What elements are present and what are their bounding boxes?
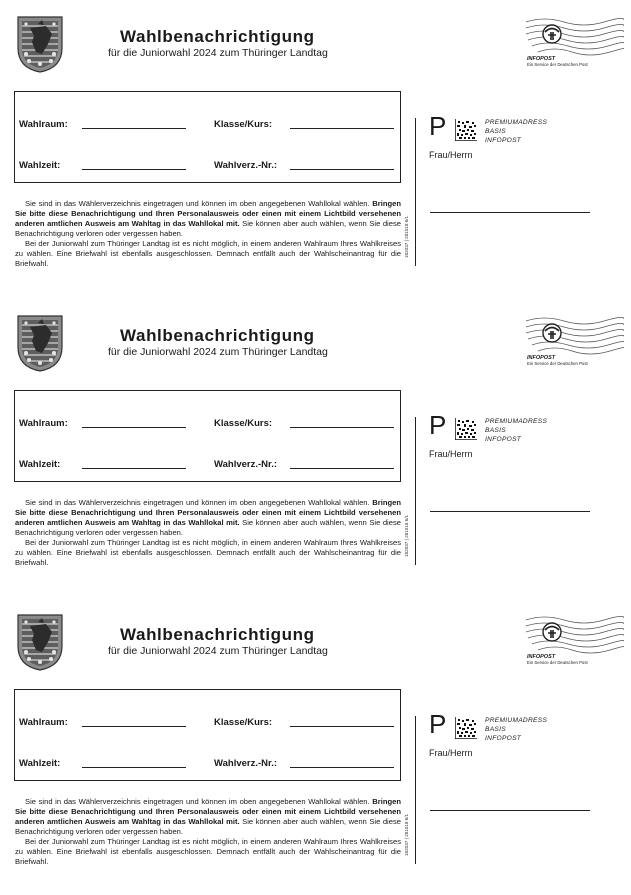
coat-of-arms-icon	[16, 612, 64, 672]
election-notice-card-3	[0, 598, 631, 895]
postage-p: P	[429, 410, 447, 440]
wahlzeit-line[interactable]	[82, 468, 186, 469]
wahlraum-label: Wahlraum:	[19, 717, 68, 728]
klasse-line[interactable]	[290, 726, 394, 727]
card-title: Wahlbenachrichtigung	[120, 27, 315, 46]
datamatrix-icon	[455, 119, 477, 141]
postage-p: P	[429, 709, 447, 739]
wahlraum-label: Wahlraum:	[19, 418, 68, 429]
datamatrix-icon	[455, 418, 477, 440]
wahlraum-label: Wahlraum:	[19, 119, 68, 130]
klasse-line[interactable]	[290, 427, 394, 428]
address-line[interactable]	[430, 810, 590, 811]
postage-info: PREMIUMADRESS BASIS INFOPOST	[485, 418, 548, 443]
card-title: Wahlbenachrichtigung	[120, 326, 315, 345]
salutation: Frau/Herrn	[429, 150, 473, 160]
wahlraum-line[interactable]	[82, 726, 186, 727]
election-notice-card-1	[0, 0, 631, 297]
info-paragraph-1: Sie sind in das Wählerverzeichnis eingetragen und können im oben angegebenen Wahllokal wählen. Bringen Sie bitte diese Benachrichtigung und Ihren Personalausweis oder einen mit einem Lichtbild versehenen anderen amtlichen Ausweis am Wahltag in das Wahllokal mit. Sie können aber auch wählen, wenn Sie diese Benachrichtigung verloren oder vergessen haben.	[15, 199, 401, 238]
wahlzeit-label: Wahlzeit:	[19, 459, 61, 470]
address-line[interactable]	[430, 511, 590, 512]
postage-p: P	[429, 111, 447, 141]
info-paragraph-1: Sie sind in das Wählerverzeichnis eingetragen und können im oben angegebenen Wahllokal wählen. Bringen Sie bitte diese Benachrichtigung und Ihren Personalausweis oder einen mit einem Lichtbild versehenen anderen amtlichen Ausweis am Wahltag in das Wahllokal mit. Sie können aber auch wählen, wenn Sie diese Benachrichtigung verloren oder vergessen haben.	[15, 498, 401, 537]
wahlverz-line[interactable]	[290, 169, 394, 170]
salutation: Frau/Herrn	[429, 748, 473, 758]
address-divider	[415, 716, 416, 864]
post-logo-label: INFOPOST	[527, 355, 556, 361]
klasse-line[interactable]	[290, 128, 394, 129]
datamatrix-icon	[455, 717, 477, 739]
post-logo-sub: Ein Service der Deutschen Post	[527, 361, 588, 366]
address-divider	[415, 118, 416, 266]
card-subtitle: für die Juniorwahl 2024 zum Thüringer Landtag	[108, 47, 328, 59]
coat-of-arms-icon	[16, 14, 64, 74]
wahlverz-label: Wahlverz.-Nr.:	[214, 758, 277, 769]
post-logo-label: INFOPOST	[527, 56, 556, 62]
card-subtitle: für die Juniorwahl 2024 zum Thüringer Landtag	[108, 645, 328, 657]
wahlverz-line[interactable]	[290, 767, 394, 768]
post-logo-label: INFOPOST	[527, 654, 556, 660]
info-paragraph-2: Bei der Juniorwahl zum Thüringer Landtag ist es nicht möglich, in einem anderen Wahlraum Ihres Wahlkreises zu wählen. Eine Briefwahl ist ebenfalls ausgeschlossen. Demnach entfällt auch der Wahlscheinantrag für die Briefwahl.	[15, 837, 401, 866]
card-subtitle: für die Juniorwahl 2024 zum Thüringer Landtag	[108, 346, 328, 358]
info-paragraph-1: Sie sind in das Wählerverzeichnis eingetragen und können im oben angegebenen Wahllokal wählen. Bringen Sie bitte diese Benachrichtigung und Ihren Personalausweis oder einen mit einem Lichtbild versehenen anderen amtlichen Ausweis am Wahltag in das Wahllokal mit. Sie können aber auch wählen, wenn Sie diese Benachrichtigung verloren oder vergessen haben.	[15, 797, 401, 836]
address-divider	[415, 417, 416, 565]
wahlraum-line[interactable]	[82, 128, 186, 129]
wahlverz-label: Wahlverz.-Nr.:	[214, 160, 277, 171]
info-text	[15, 199, 401, 269]
card-title: Wahlbenachrichtigung	[120, 625, 315, 644]
wahlzeit-line[interactable]	[82, 169, 186, 170]
info-paragraph-2: Bei der Juniorwahl zum Thüringer Landtag ist es nicht möglich, in einem anderen Wahlraum Ihres Wahlkreises zu wählen. Eine Briefwahl ist ebenfalls ausgeschlossen. Demnach entfällt auch der Wahlscheinantrag für die Briefwahl.	[15, 538, 401, 567]
postage-info: PREMIUMADRESS BASIS INFOPOST	[485, 119, 548, 144]
wahlverz-line[interactable]	[290, 468, 394, 469]
klasse-label: Klasse/Kurs:	[214, 119, 273, 130]
klasse-label: Klasse/Kurs:	[214, 418, 273, 429]
info-text	[15, 498, 401, 568]
coat-of-arms-icon	[16, 313, 64, 373]
postage-info: PREMIUMADRESS BASIS INFOPOST	[485, 717, 548, 742]
post-logo-sub: Ein Service der Deutschen Post	[527, 660, 588, 665]
info-text	[15, 797, 401, 867]
side-code: 182037 | 281018 6/1	[404, 215, 409, 258]
side-code: 182037 | 281018 6/1	[404, 514, 409, 557]
wahlraum-line[interactable]	[82, 427, 186, 428]
wahlzeit-label: Wahlzeit:	[19, 160, 61, 171]
post-logo-sub: Ein Service der Deutschen Post	[527, 62, 588, 67]
wahlverz-label: Wahlverz.-Nr.:	[214, 459, 277, 470]
wahlzeit-label: Wahlzeit:	[19, 758, 61, 769]
address-line[interactable]	[430, 212, 590, 213]
info-paragraph-2: Bei der Juniorwahl zum Thüringer Landtag ist es nicht möglich, in einem anderen Wahlraum Ihres Wahlkreises zu wählen. Eine Briefwahl ist ebenfalls ausgeschlossen. Demnach entfällt auch der Wahlscheinantrag für die Briefwahl.	[15, 239, 401, 268]
election-notice-card-2	[0, 299, 631, 596]
side-code: 182037 | 281018 6/1	[404, 813, 409, 856]
salutation: Frau/Herrn	[429, 449, 473, 459]
wahlzeit-line[interactable]	[82, 767, 186, 768]
klasse-label: Klasse/Kurs:	[214, 717, 273, 728]
